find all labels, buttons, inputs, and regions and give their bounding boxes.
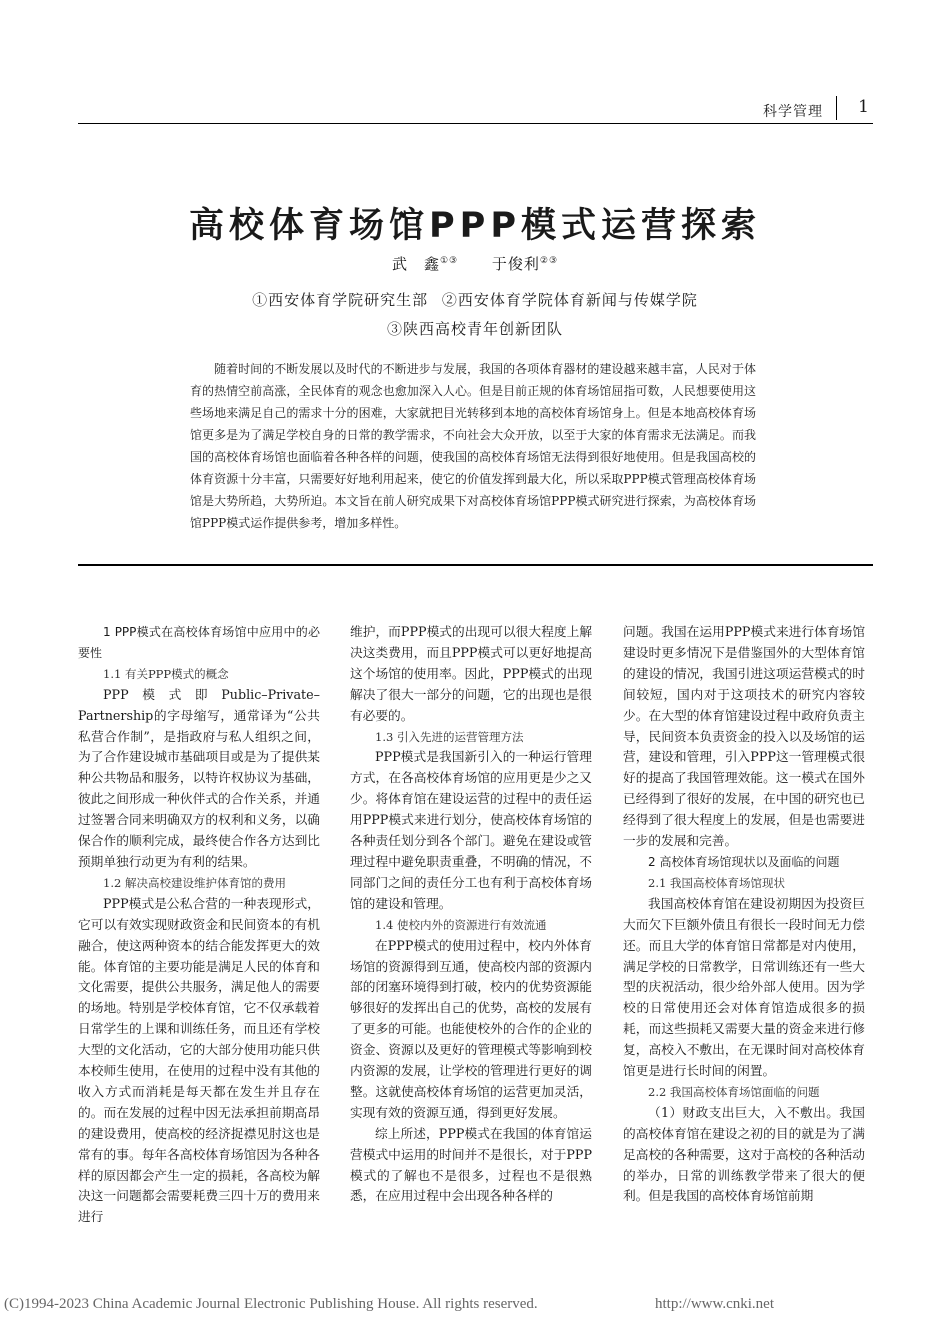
page-number: 1	[858, 97, 869, 117]
section-heading: 2 高校体育场馆现状以及面临的问题	[648, 854, 840, 869]
header-divider	[836, 96, 837, 120]
journal-name: 科学管理	[763, 104, 823, 120]
running-header	[78, 96, 873, 126]
affiliation: ③陕西高校青年创新团队	[386, 320, 563, 338]
subsection-heading: 1.2 解决高校建设维护体育馆的费用	[103, 875, 286, 890]
subsection-heading: 1.1 有关PPP模式的概念	[103, 666, 229, 681]
affiliation-line	[0, 289, 950, 310]
article-title: 高校体育场馆PPP模式运营探索	[189, 206, 761, 246]
paragraph: PPP模式是我国新引入的一种运行管理方式，在各高校体育场馆的应用更是少之又少。将体育馆在建设运营的过程中的责任运用PPP模式来进行划分，使高校体育场馆的各种责任划分到各个部门。避免在建设或管理过程中避免职责重叠，不明确的情况，不同部门之间的责任分工也有利于高校体育场馆的建设和管理。	[350, 749, 592, 911]
author: 于俊利②③	[491, 255, 559, 273]
header-rule	[78, 123, 873, 124]
section-heading: 1 PPP模式在高校体育场馆中应用中的必要性	[78, 625, 320, 660]
abstract: 随着时间的不断发展以及时代的不断进步与发展，我国的各项体育器材的建设越来越丰富，人民对于体育的热情空前高涨，全民体育的观念也愈加深入人心。但是目前正规的体育场馆屈指可数，人民想要使用这些场地来满足自己的需求十分的困难，大家就把目光转移到本地的高校体育场馆身上。但是本地高校体育场馆更多是为了满足学校自身的日常的教学需求，不向社会大众开放，以至于大家的体育需求无法满足。而我国的高校体育场馆也面临着各种各样的问题，使我国的高校体育场馆无法得到很好地使用。但是我国高校的体育资源十分丰富，只需要好好地利用起来，使它的价值发挥到最大化，所以采取PPP模式管理高校体育场馆是大势所趋，大势所迫。本文旨在前人研究成果下对高校体育场馆PPP模式研究进行探索，为高校体育场馆PPP模式运作提供参考，增加多样性。	[190, 362, 756, 530]
footer-url[interactable]: http://www.cnki.net	[655, 1296, 775, 1312]
subsection-heading: 1.3 引入先进的运营管理方法	[375, 729, 524, 744]
body-column-2	[350, 622, 592, 1207]
paragraph: PPP模式即Public–Private–Partnership的字母缩写，通常译为“公共私营合作制”，是指政府与私人组织之间，为了合作建设城市基础项目或是为了提供某种公共物品和服务，以特许权协议为基础，彼此之间形成一种伙伴式的合作关系，并通过签署合同来明确双方的权利和义务，以确保合作的顺利完成，最终使合作各方达到比预期单独行动更为有利的结果。	[78, 686, 320, 869]
paragraph: 维护，而PPP模式的出现可以很大程度上解决这类费用，而且PPP模式可以更好地提高这个场馆的使用率。因此，PPP模式的出现解决了很大一部分的问题，它的出现也是很有必要的。	[350, 624, 592, 723]
subsection-heading: 2.1 我国高校体育场馆现状	[648, 875, 785, 890]
abstract-rule	[78, 564, 873, 566]
copyright-notice: (C)1994-2023 China Academic Journal Electronic Publishing House. All rights reserved.	[4, 1296, 538, 1312]
body-column-1	[78, 622, 320, 1228]
paragraph: 在PPP模式的使用过程中，校内外体育场馆的资源得到互通，使高校内部的资源内部的闭塞环境得到打破，校内的优势资源能够很好的发挥出自己的优势，高校的发展有了更多的可能。也能使校外的合作的企业的资金、资源以及更好的管理模式等影响到校内资源的发展，让学校的管理进行更好的调整。这就使高校体育场馆的运营更加灵活，实现有效的资源互通，得到更好发展。	[350, 937, 592, 1120]
subsection-heading: 1.4 使校内外的资源进行有效流通	[375, 917, 547, 932]
affiliation: ②西安体育学院体育新闻与传媒学院	[441, 291, 698, 309]
author: 武 鑫①③	[391, 255, 459, 273]
paragraph: （1）财政支出巨大，入不敷出。我国的高校体育馆在建设之初的目的就是为了满足高校的各种需要，这对于高校的各种活动的举办，日常的训练教学带来了很大的便利。但是我国的高校体育场馆前期	[623, 1104, 865, 1204]
author-list	[0, 253, 950, 274]
subsection-heading: 2.2 我国高校体育场馆面临的问题	[648, 1084, 820, 1099]
paragraph: 我国高校体育馆在建设初期因为投资巨大而欠下巨额外债且有很长一段时间无力偿还。而且大学的体育馆日常都是对内使用，满足学校的日常教学，日常训练还有一些大型的庆祝活动，很少给外部人使用。因为学校的日常使用还会对体育馆造成很多的损耗，而这些损耗又需要大量的资金来进行修复，高校入不敷出，在无课时间对高校体育馆更是进行长时间的闲置。	[623, 895, 865, 1079]
paragraph: PPP模式是公私合营的一种表现形式，它可以有效实现财政资金和民间资本的有机融合，使这两种资本的结合能发挥更大的效能。体育馆的主要功能是满足人民的体育和文化需要，提供公共服务，满足他人的需要的场地。特别是学校体育馆，它不仅承载着日常学生的上课和训练任务，而且还有学校大型的文化活动，它的大部分使用功能只供本校师生使用，在使用的过程中没有其他的收入方式而消耗是每天都在发生并且存在的。而在发展的过程中因无法承担前期高昂的建设费用，使高校的经济捉襟见肘这也是常有的事。每年各高校体育场馆因为各种各样的原因都会产生一定的损耗，各高校为解决这一问题都会需要耗费三四十万的费用来进行	[78, 895, 320, 1225]
affiliation: ①西安体育学院研究生部	[252, 291, 429, 309]
body-column-3	[623, 622, 865, 1207]
paragraph: 综上所述，PPP模式在我国的体育馆运营模式中运用的时间并不是很长，对于PPP模式的了解也不是很多，过程也不是很熟悉，在应用过程中会出现各种各样的	[350, 1125, 592, 1204]
paragraph: 问题。我国在运用PPP模式来进行体育场馆建设时更多情况下是借鉴国外的大型体育馆的建设的情况，我国引进这项运营模式的时间较短，国内对于这项技术的研究内容较少。在大型的体育馆建设过程中政府负责主导，民间资本负责资金的投入以及场馆的运营，建设和管理，引入PPP这一管理模式很好的提高了我国管理效能。这一模式在国外已经得到了很好的发展，在中国的研究也已经得到了很大程度上的发展，但是也需要进一步的发展和完善。	[623, 624, 865, 849]
